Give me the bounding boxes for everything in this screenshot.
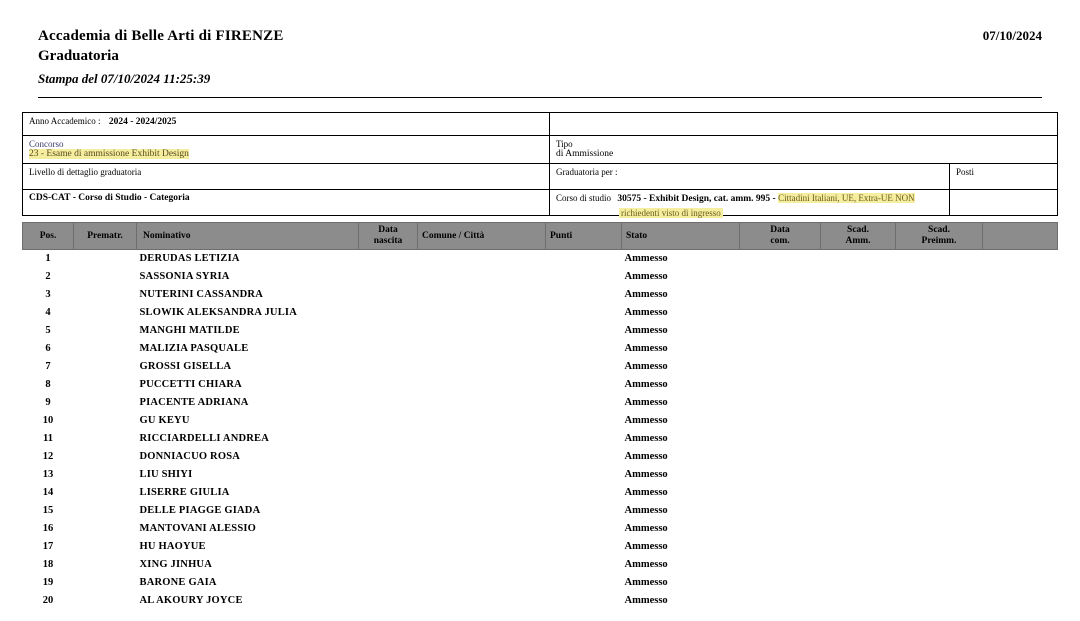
cell-pos: 3 — [45, 289, 51, 300]
cell-prematr — [74, 286, 137, 304]
info-row-anno — [23, 113, 1057, 136]
cell-punti — [546, 466, 622, 484]
table-body — [23, 250, 1058, 611]
cell-scad-preimm — [896, 466, 983, 484]
cell-data-nascita — [359, 412, 418, 430]
cell-data-nascita — [359, 484, 418, 502]
cell-data-com — [740, 340, 821, 358]
cell-scad-preimm — [896, 268, 983, 286]
cell-stato: Ammesso — [624, 253, 668, 264]
col-comune[interactable]: Comune / Città — [418, 223, 546, 250]
cell-stato: Ammesso — [624, 325, 668, 336]
cell-scad-amm — [821, 268, 896, 286]
cell-prematr — [74, 502, 137, 520]
cell-scad-preimm — [896, 412, 983, 430]
col-nominativo[interactable]: Nominativo — [137, 223, 359, 250]
cell-comune — [418, 448, 546, 466]
info-row-concorso — [23, 136, 1057, 164]
cell-punti — [546, 430, 622, 448]
cell-scad-preimm — [896, 394, 983, 412]
cell-data-nascita — [359, 502, 418, 520]
cell-data-com — [740, 304, 821, 322]
cell-data-nascita — [359, 520, 418, 538]
anno-accademico-label: Anno Accademico : — [29, 116, 101, 126]
cell-nominativo: LISERRE GIULIA — [139, 487, 230, 498]
cell-pos: 12 — [42, 451, 54, 462]
cell-pos: 16 — [42, 523, 54, 534]
cell-extra — [983, 520, 1058, 538]
col-scad-amm-line1: Scad. — [847, 225, 869, 235]
cell-data-com — [740, 574, 821, 592]
institution-title: Accademia di Belle Arti di FIRENZE — [38, 28, 284, 44]
corso-studio-cell — [550, 190, 950, 218]
cell-extra — [983, 286, 1058, 304]
cell-pos: 18 — [42, 559, 54, 570]
cell-extra — [983, 448, 1058, 466]
cell-scad-amm — [821, 484, 896, 502]
cell-comune — [418, 412, 546, 430]
cell-punti — [546, 412, 622, 430]
cell-stato: Ammesso — [624, 595, 668, 606]
document-subtitle: Graduatoria — [38, 48, 119, 64]
cell-extra — [983, 322, 1058, 340]
cell-pos: 7 — [45, 361, 51, 372]
tipo-value: di Ammissione — [556, 149, 614, 159]
cell-data-com — [740, 538, 821, 556]
cell-scad-preimm — [896, 376, 983, 394]
cell-stato: Ammesso — [624, 559, 668, 570]
cell-punti — [546, 340, 622, 358]
cell-prematr — [74, 430, 137, 448]
col-data-nascita-line1: Data — [378, 225, 398, 235]
cell-scad-amm — [821, 466, 896, 484]
cell-scad-preimm — [896, 574, 983, 592]
col-data-com[interactable] — [740, 223, 821, 250]
cell-comune — [418, 376, 546, 394]
cell-nominativo: LIU SHIYI — [139, 469, 193, 480]
cell-stato: Ammesso — [624, 433, 668, 444]
cell-extra — [983, 430, 1058, 448]
cds-cat-cell — [23, 190, 550, 215]
cell-data-com — [740, 250, 821, 269]
anno-accademico-spacer — [550, 113, 1057, 135]
cell-scad-amm — [821, 430, 896, 448]
cell-scad-amm — [821, 322, 896, 340]
col-scad-amm[interactable] — [821, 223, 896, 250]
table-row[interactable] — [23, 394, 1058, 412]
document-header — [0, 0, 1080, 87]
corso-studio-label: Corso di studio — [556, 193, 612, 203]
cell-scad-amm — [821, 556, 896, 574]
cell-extra — [983, 376, 1058, 394]
cell-punti — [546, 304, 622, 322]
col-pos[interactable]: Pos. — [23, 223, 74, 250]
info-row-livello — [23, 164, 1057, 190]
cell-data-nascita — [359, 538, 418, 556]
cell-punti — [546, 358, 622, 376]
cell-punti — [546, 574, 622, 592]
table-row[interactable] — [23, 592, 1058, 610]
cell-scad-preimm — [896, 322, 983, 340]
cell-pos: 4 — [45, 307, 51, 318]
cell-pos: 19 — [42, 577, 54, 588]
cell-extra — [983, 394, 1058, 412]
cell-scad-preimm — [896, 538, 983, 556]
cell-prematr — [74, 340, 137, 358]
cell-data-com — [740, 286, 821, 304]
cell-prematr — [74, 412, 137, 430]
graduatoria-table — [22, 222, 1058, 610]
header-date: 07/10/2024 — [982, 28, 1042, 43]
cell-scad-amm — [821, 412, 896, 430]
cell-data-com — [740, 520, 821, 538]
cell-nominativo: DONNIACUO ROSA — [139, 451, 241, 462]
cell-scad-preimm — [896, 358, 983, 376]
cell-nominativo: GU KEYU — [139, 415, 190, 426]
cell-extra — [983, 304, 1058, 322]
cell-data-com — [740, 394, 821, 412]
cell-scad-amm — [821, 520, 896, 538]
concorso-label: Concorso — [29, 139, 64, 149]
cell-nominativo: XING JINHUA — [139, 559, 212, 570]
posti-value-cell — [950, 190, 1057, 215]
cell-prematr — [74, 322, 137, 340]
col-data-nascita[interactable] — [359, 223, 418, 250]
cell-data-com — [740, 358, 821, 376]
cell-scad-amm — [821, 448, 896, 466]
cell-data-nascita — [359, 448, 418, 466]
cell-scad-preimm — [896, 430, 983, 448]
cell-prematr — [74, 358, 137, 376]
posti-cell — [950, 164, 1057, 189]
cell-punti — [546, 394, 622, 412]
cell-comune — [418, 430, 546, 448]
cell-comune — [418, 358, 546, 376]
cell-comune — [418, 538, 546, 556]
cell-stato: Ammesso — [624, 505, 668, 516]
cell-prematr — [74, 250, 137, 269]
table-row[interactable] — [23, 358, 1058, 376]
cell-stato: Ammesso — [624, 451, 668, 462]
cell-scad-preimm — [896, 448, 983, 466]
cell-comune — [418, 520, 546, 538]
cell-pos: 6 — [45, 343, 51, 354]
cell-scad-amm — [821, 574, 896, 592]
cell-punti — [546, 538, 622, 556]
cell-comune — [418, 322, 546, 340]
table-row[interactable] — [23, 322, 1058, 340]
cell-data-com — [740, 466, 821, 484]
table-row[interactable] — [23, 286, 1058, 304]
cell-nominativo: NUTERINI CASSANDRA — [139, 289, 263, 300]
cell-data-com — [740, 268, 821, 286]
cell-comune — [418, 592, 546, 610]
info-row-cds — [23, 190, 1057, 216]
cell-prematr — [74, 304, 137, 322]
cell-nominativo: RICCIARDELLI ANDREA — [139, 433, 270, 444]
table-row[interactable] — [23, 484, 1058, 502]
cell-prematr — [74, 376, 137, 394]
cell-stato: Ammesso — [624, 523, 668, 534]
cell-nominativo: DERUDAS LETIZIA — [139, 253, 240, 264]
cell-nominativo: DELLE PIAGGE GIADA — [139, 505, 261, 516]
cell-scad-preimm — [896, 484, 983, 502]
cell-scad-preimm — [896, 340, 983, 358]
table-row[interactable] — [23, 376, 1058, 394]
cell-punti — [546, 268, 622, 286]
col-data-com-line1: Data — [770, 225, 790, 235]
table-header — [23, 223, 1058, 250]
cell-extra — [983, 250, 1058, 269]
cell-stato: Ammesso — [624, 271, 668, 282]
cell-scad-amm — [821, 304, 896, 322]
cell-nominativo: MANTOVANI ALESSIO — [139, 523, 257, 534]
cell-nominativo: SASSONIA SYRIA — [139, 271, 230, 282]
concorso-value: 23 - Esame di ammissione Exhibit Design — [29, 149, 189, 159]
cell-scad-preimm — [896, 304, 983, 322]
cell-stato: Ammesso — [624, 343, 668, 354]
cell-nominativo: MANGHI MATILDE — [139, 325, 240, 336]
col-extra — [983, 223, 1058, 250]
cell-punti — [546, 556, 622, 574]
cell-prematr — [74, 394, 137, 412]
cell-nominativo: GROSSI GISELLA — [139, 361, 232, 372]
corso-studio-highlight-2: richiedenti visto di ingresso — [621, 208, 721, 218]
table-row[interactable] — [23, 412, 1058, 430]
cell-prematr — [74, 538, 137, 556]
cell-extra — [983, 538, 1058, 556]
cell-prematr — [74, 520, 137, 538]
anno-accademico-value: 2024 - 2024/2025 — [108, 117, 177, 127]
cell-nominativo: AL AKOURY JOYCE — [139, 595, 243, 606]
cell-comune — [418, 556, 546, 574]
cell-data-nascita — [359, 286, 418, 304]
cell-pos: 20 — [42, 595, 54, 606]
print-timestamp: Stampa del 07/10/2024 11:25:39 — [38, 71, 211, 86]
col-data-com-line2: com. — [770, 236, 790, 246]
cell-data-com — [740, 502, 821, 520]
cell-data-nascita — [359, 376, 418, 394]
cell-comune — [418, 250, 546, 269]
table-row[interactable] — [23, 574, 1058, 592]
cell-data-com — [740, 484, 821, 502]
cell-pos: 11 — [43, 433, 53, 444]
cell-extra — [983, 484, 1058, 502]
concorso-cell — [23, 136, 550, 163]
cell-pos: 9 — [45, 397, 51, 408]
header-divider — [38, 97, 1042, 98]
col-prematr[interactable]: Prematr. — [74, 223, 137, 250]
info-box — [22, 112, 1058, 216]
cell-extra — [983, 340, 1058, 358]
cell-data-nascita — [359, 268, 418, 286]
table-row[interactable] — [23, 538, 1058, 556]
cell-comune — [418, 394, 546, 412]
cell-stato: Ammesso — [624, 397, 668, 408]
table-row[interactable] — [23, 556, 1058, 574]
cell-punti — [546, 520, 622, 538]
cell-comune — [418, 286, 546, 304]
cell-extra — [983, 412, 1058, 430]
cell-scad-amm — [821, 250, 896, 269]
cell-stato: Ammesso — [624, 487, 668, 498]
cell-nominativo: HU HAOYUE — [139, 541, 206, 552]
cell-data-com — [740, 556, 821, 574]
cell-data-nascita — [359, 556, 418, 574]
table-row[interactable] — [23, 268, 1058, 286]
cell-pos: 8 — [45, 379, 51, 390]
cell-data-nascita — [359, 394, 418, 412]
cell-comune — [418, 466, 546, 484]
cell-data-nascita — [359, 322, 418, 340]
table-row[interactable] — [23, 340, 1058, 358]
cell-scad-amm — [821, 340, 896, 358]
corso-studio-value: 30575 - Exhibit Design, cat. amm. 995 - — [617, 194, 776, 204]
posti-label: Posti — [956, 167, 975, 177]
cell-pos: 13 — [42, 469, 54, 480]
cell-nominativo: PUCCETTI CHIARA — [139, 379, 242, 390]
cell-pos: 2 — [45, 271, 51, 282]
anno-accademico-cell — [23, 113, 550, 135]
cell-punti — [546, 484, 622, 502]
cell-pos: 1 — [45, 253, 51, 264]
livello-cell — [23, 164, 550, 189]
cell-data-nascita — [359, 430, 418, 448]
cell-stato: Ammesso — [624, 289, 668, 300]
cell-nominativo: BARONE GAIA — [139, 577, 217, 588]
corso-studio-highlight: Cittadini Italiani, UE, Extra-UE NON — [778, 193, 915, 203]
col-scad-preimm[interactable] — [896, 223, 983, 250]
tipo-cell — [550, 136, 1057, 163]
table-row[interactable] — [23, 466, 1058, 484]
cell-pos: 10 — [42, 415, 54, 426]
cell-data-nascita — [359, 358, 418, 376]
tipo-label: Tipo — [556, 139, 573, 149]
cell-punti — [546, 322, 622, 340]
table-row[interactable] — [23, 502, 1058, 520]
table-row[interactable] — [23, 304, 1058, 322]
cell-stato: Ammesso — [624, 577, 668, 588]
cell-data-nascita — [359, 592, 418, 610]
cell-scad-preimm — [896, 502, 983, 520]
cell-nominativo: PIACENTE ADRIANA — [139, 397, 249, 408]
cell-data-nascita — [359, 466, 418, 484]
cell-punti — [546, 376, 622, 394]
table-row[interactable] — [23, 520, 1058, 538]
cell-data-nascita — [359, 250, 418, 269]
cell-data-com — [740, 376, 821, 394]
cell-stato: Ammesso — [624, 361, 668, 372]
cell-data-nascita — [359, 340, 418, 358]
cell-data-com — [740, 322, 821, 340]
cell-stato: Ammesso — [624, 379, 668, 390]
cell-data-com — [740, 448, 821, 466]
graduatoria-per-label: Graduatoria per : — [556, 167, 618, 177]
cell-punti — [546, 286, 622, 304]
cell-extra — [983, 556, 1058, 574]
cell-data-com — [740, 592, 821, 610]
cell-punti — [546, 592, 622, 610]
cell-scad-amm — [821, 358, 896, 376]
cell-extra — [983, 502, 1058, 520]
cds-cat-label: CDS-CAT - Corso di Studio - Categoria — [29, 193, 190, 203]
cell-pos: 15 — [42, 505, 54, 516]
cell-extra — [983, 268, 1058, 286]
cell-scad-preimm — [896, 556, 983, 574]
livello-label: Livello di dettaglio graduatoria — [29, 167, 142, 177]
col-punti[interactable]: Punti — [546, 223, 622, 250]
col-scad-preimm-line2: Preimm. — [921, 236, 957, 246]
cell-scad-amm — [821, 376, 896, 394]
cell-prematr — [74, 268, 137, 286]
cell-data-nascita — [359, 304, 418, 322]
cell-prematr — [74, 466, 137, 484]
cell-punti — [546, 250, 622, 269]
cell-comune — [418, 484, 546, 502]
col-scad-preimm-line1: Scad. — [928, 225, 950, 235]
cell-stato: Ammesso — [624, 415, 668, 426]
cell-data-com — [740, 430, 821, 448]
cell-stato: Ammesso — [624, 307, 668, 318]
cell-prematr — [74, 448, 137, 466]
table-header-row — [23, 223, 1058, 250]
cell-nominativo: SLOWIK ALEKSANDRA JULIA — [139, 307, 297, 318]
cell-scad-preimm — [896, 592, 983, 610]
cell-extra — [983, 592, 1058, 610]
col-stato[interactable]: Stato — [622, 223, 740, 250]
cell-scad-amm — [821, 538, 896, 556]
cell-scad-preimm — [896, 286, 983, 304]
cell-pos: 5 — [45, 325, 51, 336]
cell-scad-preimm — [896, 250, 983, 269]
cell-comune — [418, 268, 546, 286]
col-data-nascita-line2: nascita — [373, 236, 403, 246]
cell-pos: 14 — [42, 487, 54, 498]
cell-stato: Ammesso — [624, 469, 668, 480]
table-row[interactable] — [23, 250, 1058, 269]
cell-extra — [983, 358, 1058, 376]
cell-scad-amm — [821, 502, 896, 520]
graduatoria-per-cell — [550, 164, 950, 189]
cell-scad-amm — [821, 394, 896, 412]
cell-prematr — [74, 592, 137, 610]
cell-scad-amm — [821, 286, 896, 304]
cell-extra — [983, 466, 1058, 484]
cell-comune — [418, 304, 546, 322]
cell-punti — [546, 448, 622, 466]
cell-punti — [546, 502, 622, 520]
cell-data-nascita — [359, 574, 418, 592]
cell-stato: Ammesso — [624, 541, 668, 552]
cell-comune — [418, 340, 546, 358]
cell-prematr — [74, 574, 137, 592]
cell-prematr — [74, 484, 137, 502]
col-scad-amm-line2: Amm. — [845, 236, 871, 246]
cell-comune — [418, 502, 546, 520]
cell-scad-preimm — [896, 520, 983, 538]
cell-data-com — [740, 412, 821, 430]
cell-scad-amm — [821, 592, 896, 610]
cell-prematr — [74, 556, 137, 574]
cell-extra — [983, 574, 1058, 592]
cell-nominativo: MALIZIA PASQUALE — [139, 343, 249, 354]
table-row[interactable] — [23, 430, 1058, 448]
cell-comune — [418, 574, 546, 592]
cell-pos: 17 — [42, 541, 54, 552]
table-row[interactable] — [23, 448, 1058, 466]
